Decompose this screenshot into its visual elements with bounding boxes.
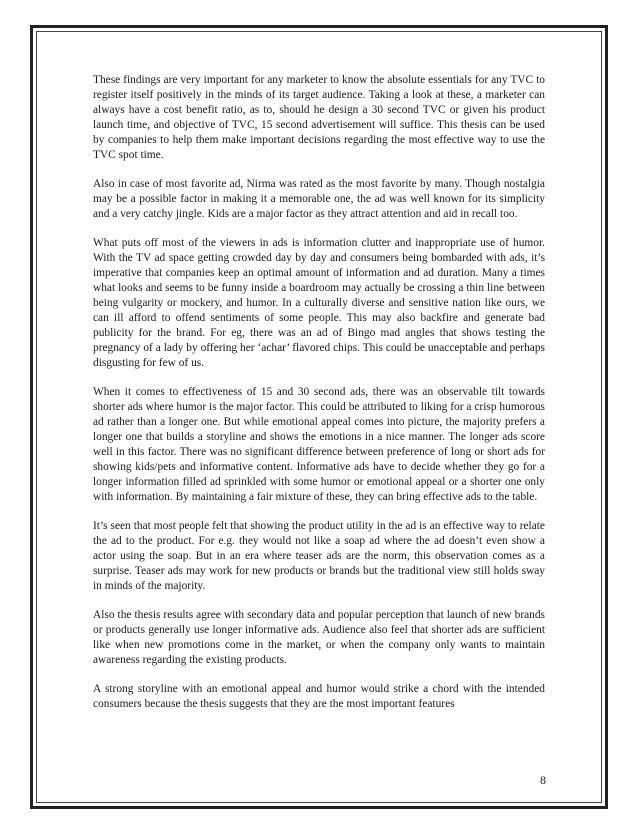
paragraph-6: Also the thesis results agree with secondary data and popular perception that launch of new brands or products generally use longer informative ads. Audience also feel that shorter ads are sufficient like when new promotions come in the market, or when the company only wants to maintain awareness regarding the existing products. [93, 609, 545, 666]
paragraph-4: When it comes to effectiveness of 15 and 30 second ads, there was an observable tilt towards shorter ads where humor is the major factor. This could be attributed to liking for a crisp humorous ad rather than a longer one. But while emotional appeal comes into picture, the majority prefers a longer one that builds a storyline and shows the emotions in a nice manner. The longer ads score well in this factor. There was no significant difference between preference of long or short ads for showing kids/pets and informative content. Informative ads have to decide whether they go for a longer information filled ad sprinkled with some humor or emotional appeal or a shorter one only with information. By maintaining a fair mixture of these, they can bring effective ads to the table. [93, 386, 545, 503]
paragraph-7: A strong storyline with an emotional appeal and humor would strike a chord with the intended consumers because the thesis suggests that they are the most important features [93, 683, 545, 710]
paragraph-1: These findings are very important for any marketer to know the absolute essentials for any TVC to register itself positively in the minds of its target audience. Taking a look at these, a marketer can always have a cost benefit ratio, as to, should he design a 30 second TVC or given his product launch time, and objective of TVC, 15 second advertisement will suffice. This thesis can be used by companies to help them make important decisions regarding the most effective way to use the TVC spot time. [93, 74, 545, 161]
paragraph-5: It’s seen that most people felt that showing the product utility in the ad is an effective way to relate the ad to the product. For e.g. they would not like a soap ad where the ad doesn’t even show a actor using the soap. But in an era where teaser ads are the norm, this observation comes as a surprise. Teaser ads may work for new products or brands but the traditional view still holds sway in minds of the majority. [93, 520, 545, 592]
paragraph-3: What puts off most of the viewers in ads is information clutter and inappropriate use of humor. With the TV ad space getting crowded day by day and consumers being bombarded with ads, it’s imperative that companies keep an optimal amount of information and ad duration. Many a times what looks and seems to be funny inside a boardroom may actually be crossing a thin line between being vulgarity or mockery, and humor. In a culturally diverse and sensitive nation like ours, we can ill afford to offend sentiments of some people. This may also backfire and generate bad publicity for the brand. For eg, there was an ad of Bingo mad angles that shows testing the pregnancy of a lady by offering her ‘achar’ flavored chips. This could be unacceptable and perhaps disgusting for few of us. [93, 237, 545, 369]
page-number: 8 [540, 773, 546, 787]
paragraph-2: Also in case of most favorite ad, Nirma was rated as the most favorite by many. Though nostalgia may be a possible factor in making it a memorable one, the ad was well known for its simplicity and a very catchy jingle. Kids are a major factor as they attract attention and aid in recall too. [93, 178, 545, 220]
document-body [93, 73, 545, 726]
